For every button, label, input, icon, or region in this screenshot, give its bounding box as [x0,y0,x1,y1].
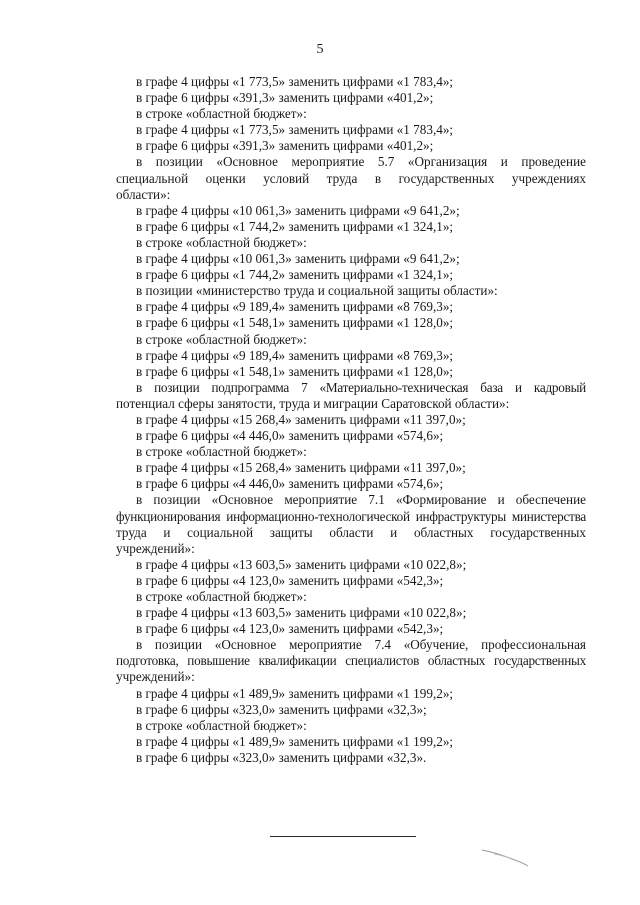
text-line: в графе 4 цифры «10 061,3» заменить цифрами «9 641,2»; [136,202,460,218]
text-line: функционирования информационно-технологической инфраструктуры министерства [116,508,586,524]
text-line: в графе 6 цифры «1 744,2» заменить цифрами «1 324,1»; [136,267,454,283]
text-line: в графе 4 цифры «15 268,4» заменить цифрами «11 397,0»; [136,460,466,476]
text-line: учреждений»: [116,669,195,685]
text-line: в графе 4 цифры «9 189,4» заменить цифрами «8 769,3»; [136,299,454,315]
text-line: в графе 4 цифры «1 773,5» заменить цифрами «1 783,4»; [136,122,454,138]
text-line: в графе 4 цифры «10 061,3» заменить цифрами «9 641,2»; [136,251,460,267]
closing-divider [270,836,416,837]
text-line: в графе 4 цифры «13 603,5» заменить цифрами «10 022,8»; [136,605,467,621]
text-line: в графе 6 цифры «391,3» заменить цифрами «401,2»; [136,138,434,154]
text-line: в графе 6 цифры «1 744,2» заменить цифрами «1 324,1»; [136,218,454,234]
text-line: специальной оценки условий труда в государственных учреждениях [116,170,586,186]
text-line: в строке «областной бюджет»: [136,589,307,604]
document-body [116,74,586,766]
text-line: в строке «областной бюджет»: [136,717,307,733]
text-line: в графе 6 цифры «323,0» заменить цифрами «32,3»; [136,701,427,717]
text-line: области»: [116,186,171,202]
text-line: в графе 4 цифры «1 489,9» заменить цифрами «1 199,2»; [136,733,454,749]
text-line: потенциал сферы занятости, труда и миграции Саратовской области»: [116,395,510,411]
text-line: в строке «областной бюджет»: [136,106,307,122]
text-line: в позиции «Основное мероприятие 7.1 «Формирование и обеспечение [136,492,586,508]
text-line: в позиции подпрограмма 7 «Материально-техническая база и кадровый [136,379,586,395]
text-line: в графе 6 цифры «4 446,0» заменить цифрами «574,6»; [136,428,444,444]
text-line: в позиции «Основное мероприятие 5.7 «Организация и проведение [136,154,586,170]
text-line: труда и социальной защиты области и областных государственных [116,524,586,540]
text-line: в позиции «министерство труда и социальной защиты области»: [136,283,498,299]
text-line: в графе 6 цифры «323,0» заменить цифрами «32,3». [136,749,427,765]
text-line: подготовка, повышение квалификации специалистов областных государственных [116,653,586,669]
text-line: в графе 6 цифры «1 548,1» заменить цифрами «1 128,0»; [136,315,454,331]
text-line: в графе 4 цифры «1 773,5» заменить цифрами «1 783,4»; [136,74,454,89]
text-line: в строке «областной бюджет»: [136,234,307,250]
text-line: в графе 6 цифры «391,3» заменить цифрами «401,2»; [136,90,434,106]
text-line: в графе 4 цифры «1 489,9» заменить цифрами «1 199,2»; [136,685,454,701]
text-line: в графе 4 цифры «15 268,4» заменить цифрами «11 397,0»; [136,411,466,427]
text-line: учреждений»: [116,540,195,556]
text-line: в строке «областной бюджет»: [136,444,307,460]
text-line: в графе 6 цифры «4 446,0» заменить цифрами «574,6»; [136,476,444,492]
text-line: в строке «областной бюджет»: [136,331,307,347]
text-line: в графе 4 цифры «13 603,5» заменить цифрами «10 022,8»; [136,556,467,572]
text-line: в графе 4 цифры «9 189,4» заменить цифрами «8 769,3»; [136,347,454,363]
page-number: 5 [316,42,324,57]
text-line: в позиции «Основное мероприятие 7.4 «Обучение, профессиональная [136,637,586,653]
pen-mark-icon [480,846,530,868]
text-line: в графе 6 цифры «4 123,0» заменить цифрами «542,3»; [136,572,444,588]
text-line: в графе 6 цифры «1 548,1» заменить цифрами «1 128,0»; [136,363,454,379]
text-line: в графе 6 цифры «4 123,0» заменить цифрами «542,3»; [136,621,444,637]
